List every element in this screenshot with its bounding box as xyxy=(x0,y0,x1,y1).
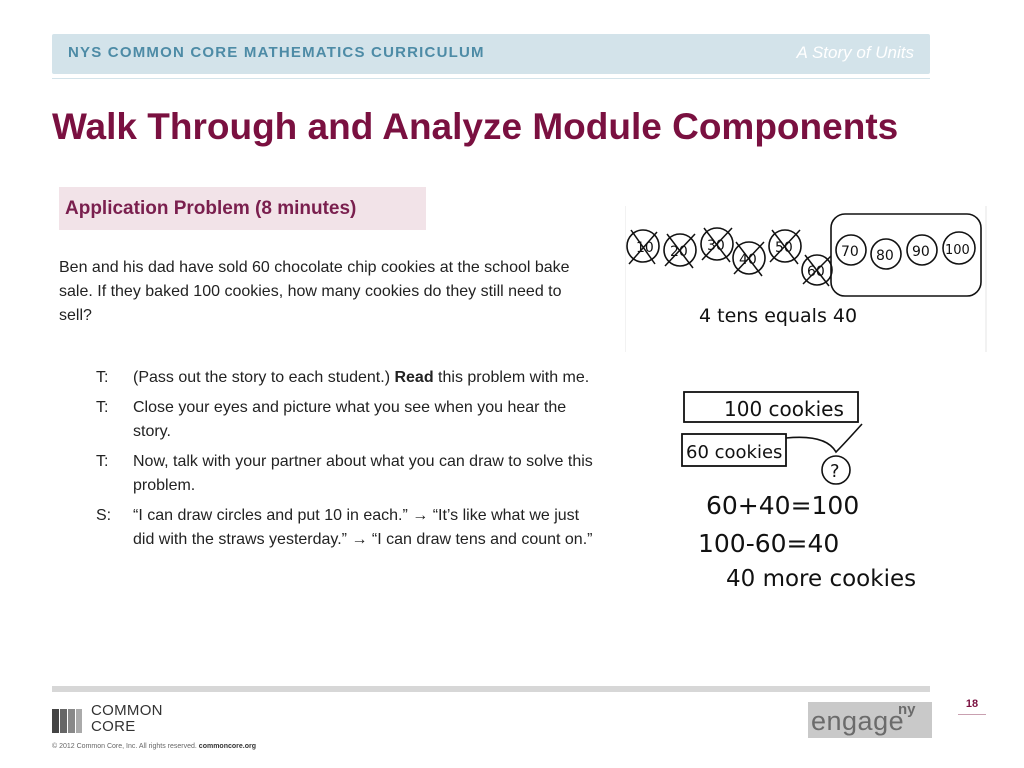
dialog-row xyxy=(96,504,596,552)
dialog-text: “I can draw circles and put 10 in each.” → “It’s like what we just did with the straws yesterday.” → “I can draw tens and count on.” xyxy=(133,507,593,548)
copyright-text: © 2012 Common Core, Inc. All rights reserved. xyxy=(52,743,197,750)
equation-addition: 60+40=100 xyxy=(706,491,860,520)
answer-statement: 40 more cookies xyxy=(726,566,917,592)
copyright-link[interactable]: commoncore.org xyxy=(198,743,256,750)
story-of-units-label: A Story of Units xyxy=(796,43,914,62)
problem-statement: Ben and his dad have sold 60 chocolate chip cookies at the school bake sale. If they baked 100 cookies, how many cookies do they still need to sell? xyxy=(59,259,570,324)
circle-value: 30 xyxy=(707,238,725,254)
speaker-label: S: xyxy=(96,507,112,524)
dialog-row xyxy=(96,396,596,444)
dialog-row xyxy=(96,366,596,390)
header-divider xyxy=(52,78,930,79)
student-work-tens-circles xyxy=(625,206,987,352)
circle-value: 100 xyxy=(945,243,970,258)
slide-title: Walk Through and Analyze Module Components xyxy=(52,106,899,147)
dialog-text: Close your eyes and picture what you see when you hear the story. xyxy=(133,399,567,440)
dialog-bold-word: Read xyxy=(394,369,434,386)
circle-value: 80 xyxy=(876,248,894,264)
common-core-wordmark xyxy=(91,703,163,735)
equation-subtraction: 100-60=40 xyxy=(698,529,840,558)
circle-value: 60 xyxy=(807,264,825,280)
dialog-text xyxy=(133,366,596,390)
speaker-label: T: xyxy=(96,399,109,416)
teacher-student-dialog xyxy=(96,366,596,558)
unknown-mark: ? xyxy=(830,461,840,482)
logo-line: CORE xyxy=(91,718,136,735)
section-heading: Application Problem (8 minutes) xyxy=(65,198,357,219)
header-bar xyxy=(52,34,930,74)
footer-divider xyxy=(52,686,930,692)
dialog-text-part: this problem with me. xyxy=(433,369,590,386)
dialog-text: Now, talk with your partner about what you can draw to solve this problem. xyxy=(133,453,593,494)
engage-superscript: ny xyxy=(898,701,916,718)
speaker-label: T: xyxy=(96,453,109,470)
copyright-notice xyxy=(52,743,256,750)
engageny-logo xyxy=(808,702,932,738)
logo-line: COMMON xyxy=(91,702,163,719)
engage-wordmark: engage xyxy=(811,706,905,736)
common-core-logo xyxy=(52,703,187,737)
dialog-text-part: (Pass out the story to each student.) xyxy=(133,369,395,386)
circle-value: 40 xyxy=(739,252,757,268)
common-core-bars-icon xyxy=(52,707,82,733)
whole-label: 100 cookies xyxy=(724,397,844,421)
circle-value: 70 xyxy=(841,244,859,260)
section-heading-box xyxy=(59,187,426,230)
student-work-tape-diagram xyxy=(676,382,946,602)
speaker-label: T: xyxy=(96,369,109,386)
dialog-row xyxy=(96,450,596,498)
part-label: 60 cookies xyxy=(686,442,783,463)
circle-value: 90 xyxy=(912,244,930,260)
circle-value: 10 xyxy=(636,240,654,256)
work-caption: 4 tens equals 40 xyxy=(699,305,858,327)
page-number: 18 xyxy=(958,698,986,715)
circle-value: 20 xyxy=(670,244,688,260)
circle-value: 50 xyxy=(775,240,793,256)
curriculum-title: NYS COMMON CORE MATHEMATICS CURRICULUM xyxy=(68,44,485,61)
